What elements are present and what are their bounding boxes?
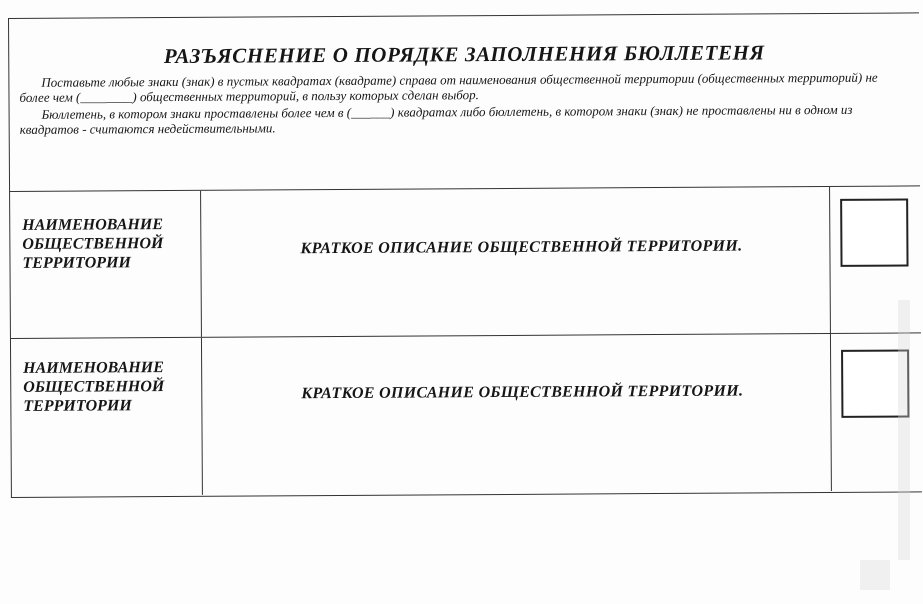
territory-name: НАИМЕНОВАНИЕ ОБЩЕСТВЕННОЙ ТЕРРИТОРИИ [22, 216, 164, 272]
territory-option-row [11, 333, 922, 496]
instructions-section [9, 13, 920, 192]
ballot-form [8, 12, 922, 498]
vote-checkbox[interactable] [840, 199, 908, 267]
territory-name: НАИМЕНОВАНИЕ ОБЩЕСТВЕННОЙ ТЕРРИТОРИИ [23, 359, 165, 415]
ballot-title: РАЗЪЯСНЕНИЕ О ПОРЯДКЕ ЗАПОЛНЕНИЯ БЮЛЛЕТЕНЯ [163, 40, 765, 69]
territory-description: КРАТКОЕ ОПИСАНИЕ ОБЩЕСТВЕННОЙ ТЕРРИТОРИИ. [300, 237, 743, 258]
scan-noise [898, 300, 910, 560]
territory-description: КРАТКОЕ ОПИСАНИЕ ОБЩЕСТВЕННОЙ ТЕРРИТОРИИ. [301, 382, 744, 403]
instruction-paragraph-2: Бюллетень, в котором знаки проставлены более чем в (______) квадратах либо бюллетень, в котором знаки (знак) не проставлены ни в одном из квадратов - считаются недействительными. [19, 101, 853, 137]
territory-name-cell [11, 338, 203, 496]
instruction-paragraph-1: Поставьте любые знаки (знак) в пустых квадратах (квадрате) справа от наименования общественной территории (общественных территорий) не более чем (________) общественных территорий, в пользу которых сделан выбор. [19, 69, 878, 105]
territory-option-row [10, 186, 921, 339]
scan-noise [860, 560, 890, 590]
territory-name-cell [10, 191, 202, 338]
